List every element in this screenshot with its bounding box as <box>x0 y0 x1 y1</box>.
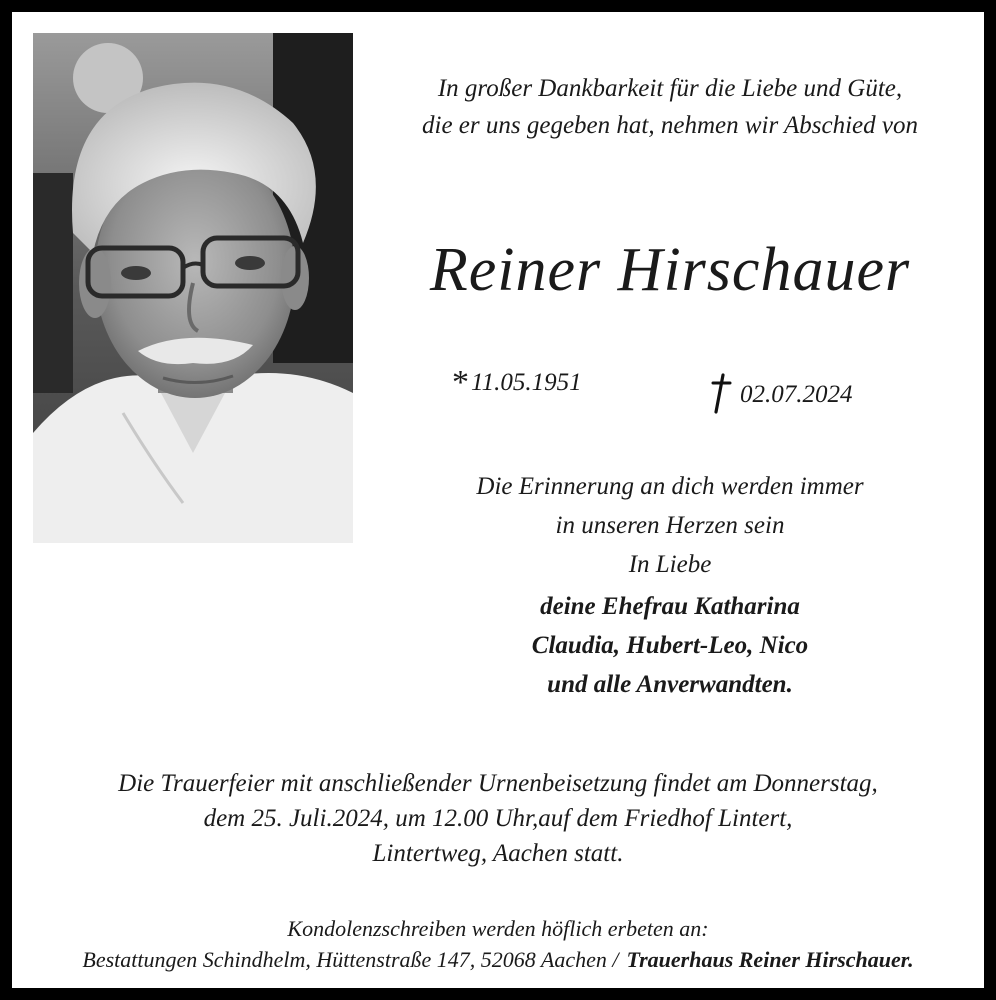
birth-date: 11.05.1951 <box>471 369 582 396</box>
portrait-illustration <box>33 33 353 543</box>
condolence-info <box>12 913 984 975</box>
condolence-address-line <box>12 944 984 975</box>
family-line: deine Ehefrau Katharina <box>540 593 800 620</box>
family-line: und alle Anverwandten. <box>547 671 793 698</box>
memory-line: in unseren Herzen sein <box>555 512 785 539</box>
condolence-house: Trauerhaus Reiner Hirschauer. <box>626 947 914 972</box>
memory-line: Die Erinnerung an dich werden immer <box>476 473 864 500</box>
death-date-group <box>706 368 853 410</box>
funeral-service-info <box>12 766 984 871</box>
memory-line: In Liebe <box>628 551 712 578</box>
memory-text <box>375 467 965 584</box>
family-signature <box>375 587 965 704</box>
family-line: Claudia, Hubert-Leo, Nico <box>531 632 809 659</box>
service-line: Die Trauerfeier mit anschließender Urnenbeisetzung findet am Donnerstag, <box>118 770 878 797</box>
service-line: dem 25. Juli.2024, um 12.00 Uhr,auf dem Friedhof Lintert, <box>203 805 793 832</box>
condolence-request: Kondolenzschreiben werden höflich erbeten an: <box>287 916 709 941</box>
intro-line: die er uns gegeben hat, nehmen wir Abschied von <box>422 112 918 139</box>
condolence-address: Bestattungen Schindhelm, Hüttenstraße 147, 52068 Aachen / <box>82 947 619 972</box>
death-date: 02.07.2024 <box>740 381 853 408</box>
deceased-name: Reiner Hirschauer <box>429 236 911 304</box>
birth-star-icon: * <box>452 364 469 401</box>
service-line: Lintertweg, Aachen statt. <box>372 840 624 867</box>
intro-text <box>375 70 965 144</box>
cross-icon <box>706 372 736 414</box>
portrait-photo <box>33 33 353 543</box>
birth-date-group <box>452 364 582 401</box>
intro-line: In großer Dankbarkeit für die Liebe und Güte, <box>437 75 903 102</box>
life-dates <box>440 348 910 408</box>
